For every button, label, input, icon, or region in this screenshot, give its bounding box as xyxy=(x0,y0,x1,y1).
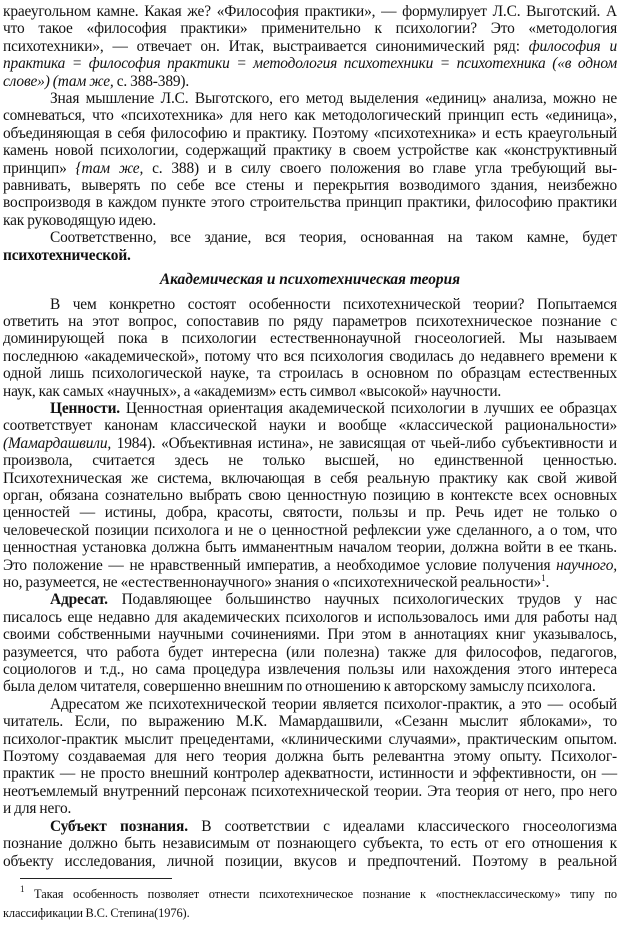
text-run: доминирующей пока в психологии естественнонаучной гносеологией. Мы называем xyxy=(3,330,617,348)
text-run: человеческой позиции психолога и не о ценностной рефлексии уже сделанного, а о том, что xyxy=(3,521,617,539)
text-line xyxy=(3,247,617,264)
text-line xyxy=(3,296,617,313)
text-line xyxy=(3,365,617,382)
text-run: . xyxy=(545,574,550,591)
text-run: с. 388) и в силу своего положения во главе угла требующий вы- xyxy=(143,159,617,177)
italic-run: (Мамардашвили, xyxy=(3,434,112,452)
text-run: ценностей — истины, добра, красоты, святости, пользы и пр. Речь идет не только о xyxy=(3,504,617,522)
text-run: разумеется, что работа будет интересна (или полезна) также для философов, педагогов, xyxy=(3,643,617,661)
text-run: Зная мышление Л.С. Выготского, его метод выделения «единиц» анализа, можно не xyxy=(50,90,617,108)
text-run: объединяющая в себя философию и практику. Поэтому «психотехника» и есть краеугольный xyxy=(3,124,617,142)
text-line xyxy=(3,383,617,400)
italic-run: практика = философия практики = методология психотехники = психотехника («в одном xyxy=(3,55,617,73)
text-run: неотъемлемый внутренний персонаж психотехнической теории. Эта теория от него, про него xyxy=(3,782,617,800)
text-line xyxy=(3,765,617,782)
text-run: В соответствии с идеалами классического гносеологизма xyxy=(187,817,617,835)
text-line xyxy=(3,696,617,713)
text-run: что такое «философия практики» применительно к психологии? Это «методология xyxy=(3,20,617,38)
text-line xyxy=(3,107,617,124)
text-run: объекту исследования, личной позиции, вкусов и предпочтений. Поэтому в реальной xyxy=(3,852,617,870)
text-run: Поэтому создаваемая для него теория должна быть релевантна этому опыту. Психолог- xyxy=(3,748,617,766)
text-run: наук, как самых «научных», а «академизм» есть символ «высокой» научности. xyxy=(3,382,502,400)
italic-run: {там же, xyxy=(75,159,144,177)
text-run: Такая особенность позволяет отнести психотехническое познание к «постнеклассическому» типу по xyxy=(24,886,617,901)
text-run: В чем конкретно состоят особенности психотехнической теории? Попытаемся xyxy=(50,295,617,313)
text-line xyxy=(3,348,617,365)
text-run: краеугольном камне. Какая же? «Философия практики», — формулирует Л.С. Выготский. А xyxy=(3,3,617,20)
text-run: психолог-практик мыслит прецедентами, «клиническими случаями», практическим опытом. xyxy=(3,730,617,748)
text-line xyxy=(3,626,617,643)
paragraph xyxy=(3,296,617,400)
text-line xyxy=(3,20,617,37)
text-line xyxy=(3,574,617,591)
text-line xyxy=(3,557,617,574)
text-run: одной лишь психологической науке, та строилась в основном по образцам естественных xyxy=(3,365,617,383)
footnote-marker: 1 xyxy=(541,573,546,583)
text-run: с. 388-389). xyxy=(113,72,190,90)
text-run: 1984). «Объективная истина», не зависящая от чьей-либо субъективности и xyxy=(111,434,617,452)
section-heading: Академическая и психотехническая теория xyxy=(159,271,461,289)
text-line xyxy=(3,539,617,556)
text-line xyxy=(3,800,617,817)
text-run: произвола, считается здесь не только высшей, но единственной ценностью. xyxy=(3,452,617,470)
text-line xyxy=(3,470,617,487)
text-run: и для него. xyxy=(3,800,72,818)
italic-run: научного, xyxy=(556,556,617,574)
text-line xyxy=(3,160,617,177)
text-line xyxy=(3,435,617,452)
text-run: социологов и т.д., но сама процедура извлечения пользы или нахождения этого интереса xyxy=(3,661,617,679)
text-line xyxy=(3,3,617,20)
bold-run: Адресат. xyxy=(50,591,108,609)
paragraph xyxy=(3,229,617,264)
text-line xyxy=(3,609,617,626)
text-line xyxy=(3,731,617,748)
text-run: Соответственно, все здание, вся теория, основанная на таком камне, будет xyxy=(50,229,617,247)
text-line xyxy=(3,73,617,90)
paragraph xyxy=(3,591,617,695)
text-line xyxy=(3,90,617,107)
text-run: соответствует канонам классической науки и вообще «классической рациональности» xyxy=(3,417,617,435)
text-run: последнюю «академической», потому что вся психология сводилась до недавнего времени к xyxy=(3,347,617,365)
text-run: Психотехническая же система, включающая в себя реальную практику как свой живой xyxy=(3,469,617,487)
text-line xyxy=(3,783,617,800)
text-run: познание должно быть независимым от познающего субъекта, то есть от его отношения к xyxy=(3,835,617,853)
text-line xyxy=(3,125,617,142)
text-run: читатель. Если, по выражению М.К. Мамардашвили, «Сезанн мыслит яблоками», то xyxy=(3,713,617,731)
text-line xyxy=(3,400,617,417)
footnote-separator xyxy=(20,878,172,879)
text-run: принцип» xyxy=(3,159,76,177)
text-run: была делом читателя, совершенно внешним по отношению к авторскому замыслу психолога. xyxy=(3,678,596,696)
paragraph xyxy=(3,400,617,591)
italic-run: слове») (там же, xyxy=(3,72,114,90)
text-line xyxy=(3,452,617,469)
paragraph xyxy=(3,3,617,90)
text-run: воспроизводя в каждом пункте этого строительства принцип практики, философию практики xyxy=(3,194,617,212)
text-run: камень новой психологии, содержащий практику в своем устройстве как «конструктивный xyxy=(3,142,617,160)
text-run: классификации В.С. Степина(1976). xyxy=(3,905,190,920)
text-line xyxy=(3,177,617,194)
text-line xyxy=(3,194,617,211)
text-line xyxy=(3,835,617,852)
text-run: сомневаться, что «психотехника» для него как методологический принцип есть «единица», xyxy=(3,107,617,125)
paragraph xyxy=(3,818,617,870)
text-line xyxy=(3,38,617,55)
text-line xyxy=(3,644,617,661)
text-run: психотехники», — отвечает он. Итак, выстраивается синонимический ряд: xyxy=(3,37,529,55)
text-run: Ценностная ориентация академической психологии в лучших ее образцах xyxy=(120,399,617,417)
text-line xyxy=(3,818,617,835)
text-run: равнивать, выверять по себе все стены и перекрытия возводимого здания, неизбежно xyxy=(3,177,617,195)
bold-run: Субъект познания. xyxy=(50,817,188,835)
text-run: орган, обязана сознательно выбрать свою ценностную позицию в контексте всех основных xyxy=(3,486,617,504)
footnote-marker: 1 xyxy=(20,883,25,894)
text-line xyxy=(3,229,617,246)
text-line xyxy=(3,504,617,521)
bold-run: Ценности. xyxy=(50,399,120,417)
text-run: своими собственными научными сочинениями. При этом в аннотациях книг указывалось, xyxy=(3,626,617,644)
text-line xyxy=(3,713,617,730)
text-line xyxy=(3,748,617,765)
text-run: Подавляющее большинство научных психологических трудов у нас xyxy=(107,591,617,609)
text-line xyxy=(3,142,617,159)
text-line xyxy=(3,678,617,695)
text-line xyxy=(3,417,617,434)
text-line xyxy=(3,55,617,72)
bold-run: психотехнической. xyxy=(3,246,131,264)
text-run: практик — не просто внешний контролер адекватности, истинности и эффективности, он — xyxy=(3,765,617,783)
text-run: ценностная установка должна быть имманентным началом теории, должна войти в ее ткань. xyxy=(3,539,617,557)
italic-run: философия и xyxy=(528,37,617,55)
text-run: Адресатом же психотехнической теории является психолог-практик, а это — особый xyxy=(50,695,617,713)
text-line xyxy=(3,853,617,870)
text-line xyxy=(3,661,617,678)
paragraph xyxy=(3,90,617,229)
paragraph xyxy=(3,696,617,818)
footnote xyxy=(3,885,617,923)
text-line xyxy=(3,522,617,539)
text-run: Это положение — не нравственный императив, а необходимое условие получения xyxy=(3,556,557,574)
text-run: ответить на этот вопрос, сопоставив по ряду параметров психотехническое познание с xyxy=(3,312,617,330)
text-run: как руководящую идею. xyxy=(3,211,157,229)
text-line xyxy=(3,904,617,923)
text-line xyxy=(3,330,617,347)
text-line xyxy=(3,591,617,608)
text-line xyxy=(3,212,617,229)
text-line xyxy=(3,885,617,904)
text-run: но, разумеется, не «естественнонаучного» знания о «психотехнической реальности» xyxy=(3,574,542,591)
text-line xyxy=(3,487,617,504)
text-run: писалось еще недавно для академических психологов и использовалось ими для работы над xyxy=(3,608,617,626)
text-line xyxy=(3,313,617,330)
